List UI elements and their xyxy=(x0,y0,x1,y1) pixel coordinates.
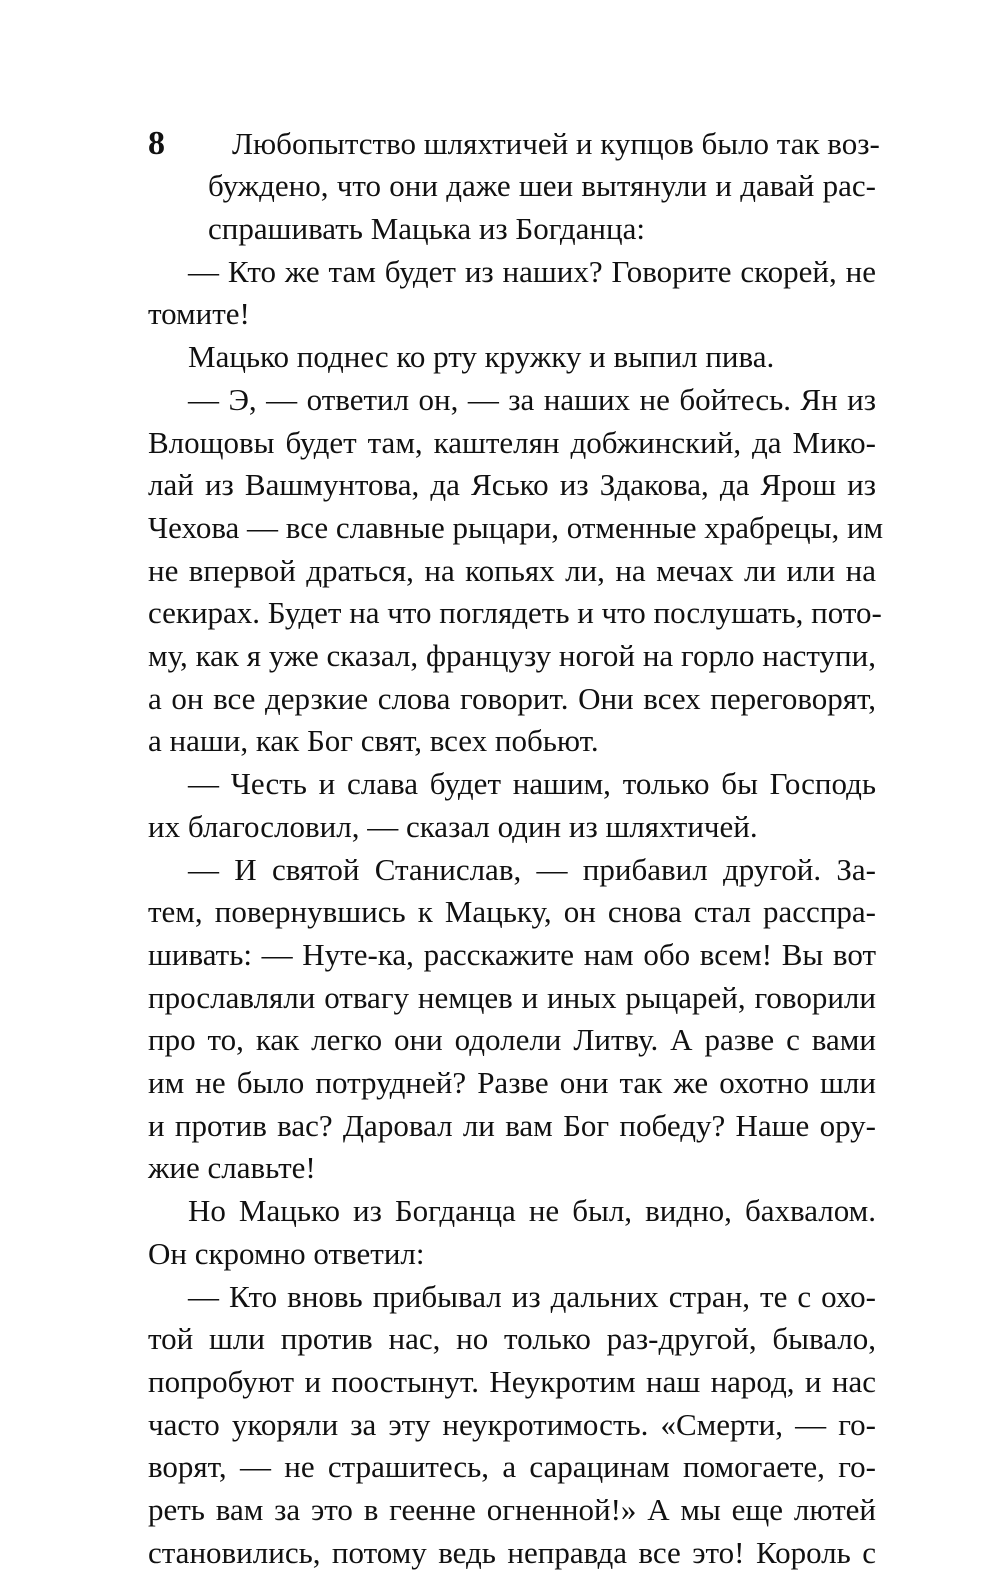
text-line: му, как я уже сказал, французу ногой на горло наступи, xyxy=(148,638,876,673)
text-line: лай из Вашмунтова, да Ясько из Здакова, да Ярош из xyxy=(148,467,876,502)
text-line: спрашивать Мацька из Богданца: xyxy=(208,211,645,246)
text-line: Чехова — все славные рыцари, отменные храбрецы, им xyxy=(148,510,884,545)
text-line: жие славьте! xyxy=(148,1150,316,1185)
text-line: им не было потрудней? Разве они так же охотно шли xyxy=(148,1065,876,1100)
text-line: Мацько поднес ко рту кружку и выпил пива. xyxy=(188,339,775,374)
text-line: тем, повернувшись к Мацьку, он снова стал расспра- xyxy=(148,894,876,929)
text-line: — Кто вновь прибывал из дальних стран, те с охо- xyxy=(188,1279,876,1314)
text-line: Но Мацько из Богданца не был, видно, бахвалом. xyxy=(188,1193,876,1228)
text-line: попробуют и поостынут. Неукротим наш народ, и нас xyxy=(148,1364,876,1399)
text-line: — Честь и слава будет нашим, только бы Господь xyxy=(188,766,876,801)
text-line: томите! xyxy=(148,296,250,331)
text-line: прославляли отвагу немцев и иных рыцарей, говорили xyxy=(148,980,876,1015)
text-line: — Э, — ответил он, — за наших не бойтесь. Ян из xyxy=(188,382,876,417)
page-number: 8 xyxy=(148,125,165,162)
text-line: часто укоряли за эту неукротимость. «Смерти, — го- xyxy=(148,1407,876,1442)
text-line: той шли против нас, но только раз-другой, бывало, xyxy=(148,1321,876,1356)
text-line: Любопытство шляхтичей и купцов было так воз- xyxy=(232,126,880,161)
text-line: а он все дерзкие слова говорит. Они всех переговорят, xyxy=(148,681,876,716)
text-line: не впервой драться, на копьях ли, на мечах ли или на xyxy=(148,553,876,588)
text-line: реть вам за это в геенне огненной!» А мы еще лютей xyxy=(148,1492,876,1527)
text-line: буждено, что они даже шеи вытянули и давай рас- xyxy=(208,168,876,203)
text-line: и против вас? Даровал ли вам Бог победу? Наше ору- xyxy=(148,1108,876,1143)
text-line: ворят, — не страшитесь, а сарацинам помогаете, го- xyxy=(148,1449,876,1484)
text-line: Влощовы будет там, каштелян добжинский, да Мико- xyxy=(148,425,876,460)
text-line: — Кто же там будет из наших? Говорите скорей, не xyxy=(188,254,876,289)
text-line: — И святой Станислав, — прибавил другой. За- xyxy=(188,852,876,887)
text-line: их благословил, — сказал один из шляхтичей. xyxy=(148,809,758,844)
text-line: а наши, как Бог свят, всех побьют. xyxy=(148,723,599,758)
text-line: становились, потому ведь неправда все это! Король с xyxy=(148,1535,876,1570)
text-line: Он скромно ответил: xyxy=(148,1236,425,1271)
text-line: про то, как легко они одолели Литву. А разве с вами xyxy=(148,1022,876,1057)
text-line: шивать: — Нуте-ка, расскажите нам обо всем! Вы вот xyxy=(148,937,876,972)
text-line: секирах. Будет на что поглядеть и что послушать, пото- xyxy=(148,595,882,630)
